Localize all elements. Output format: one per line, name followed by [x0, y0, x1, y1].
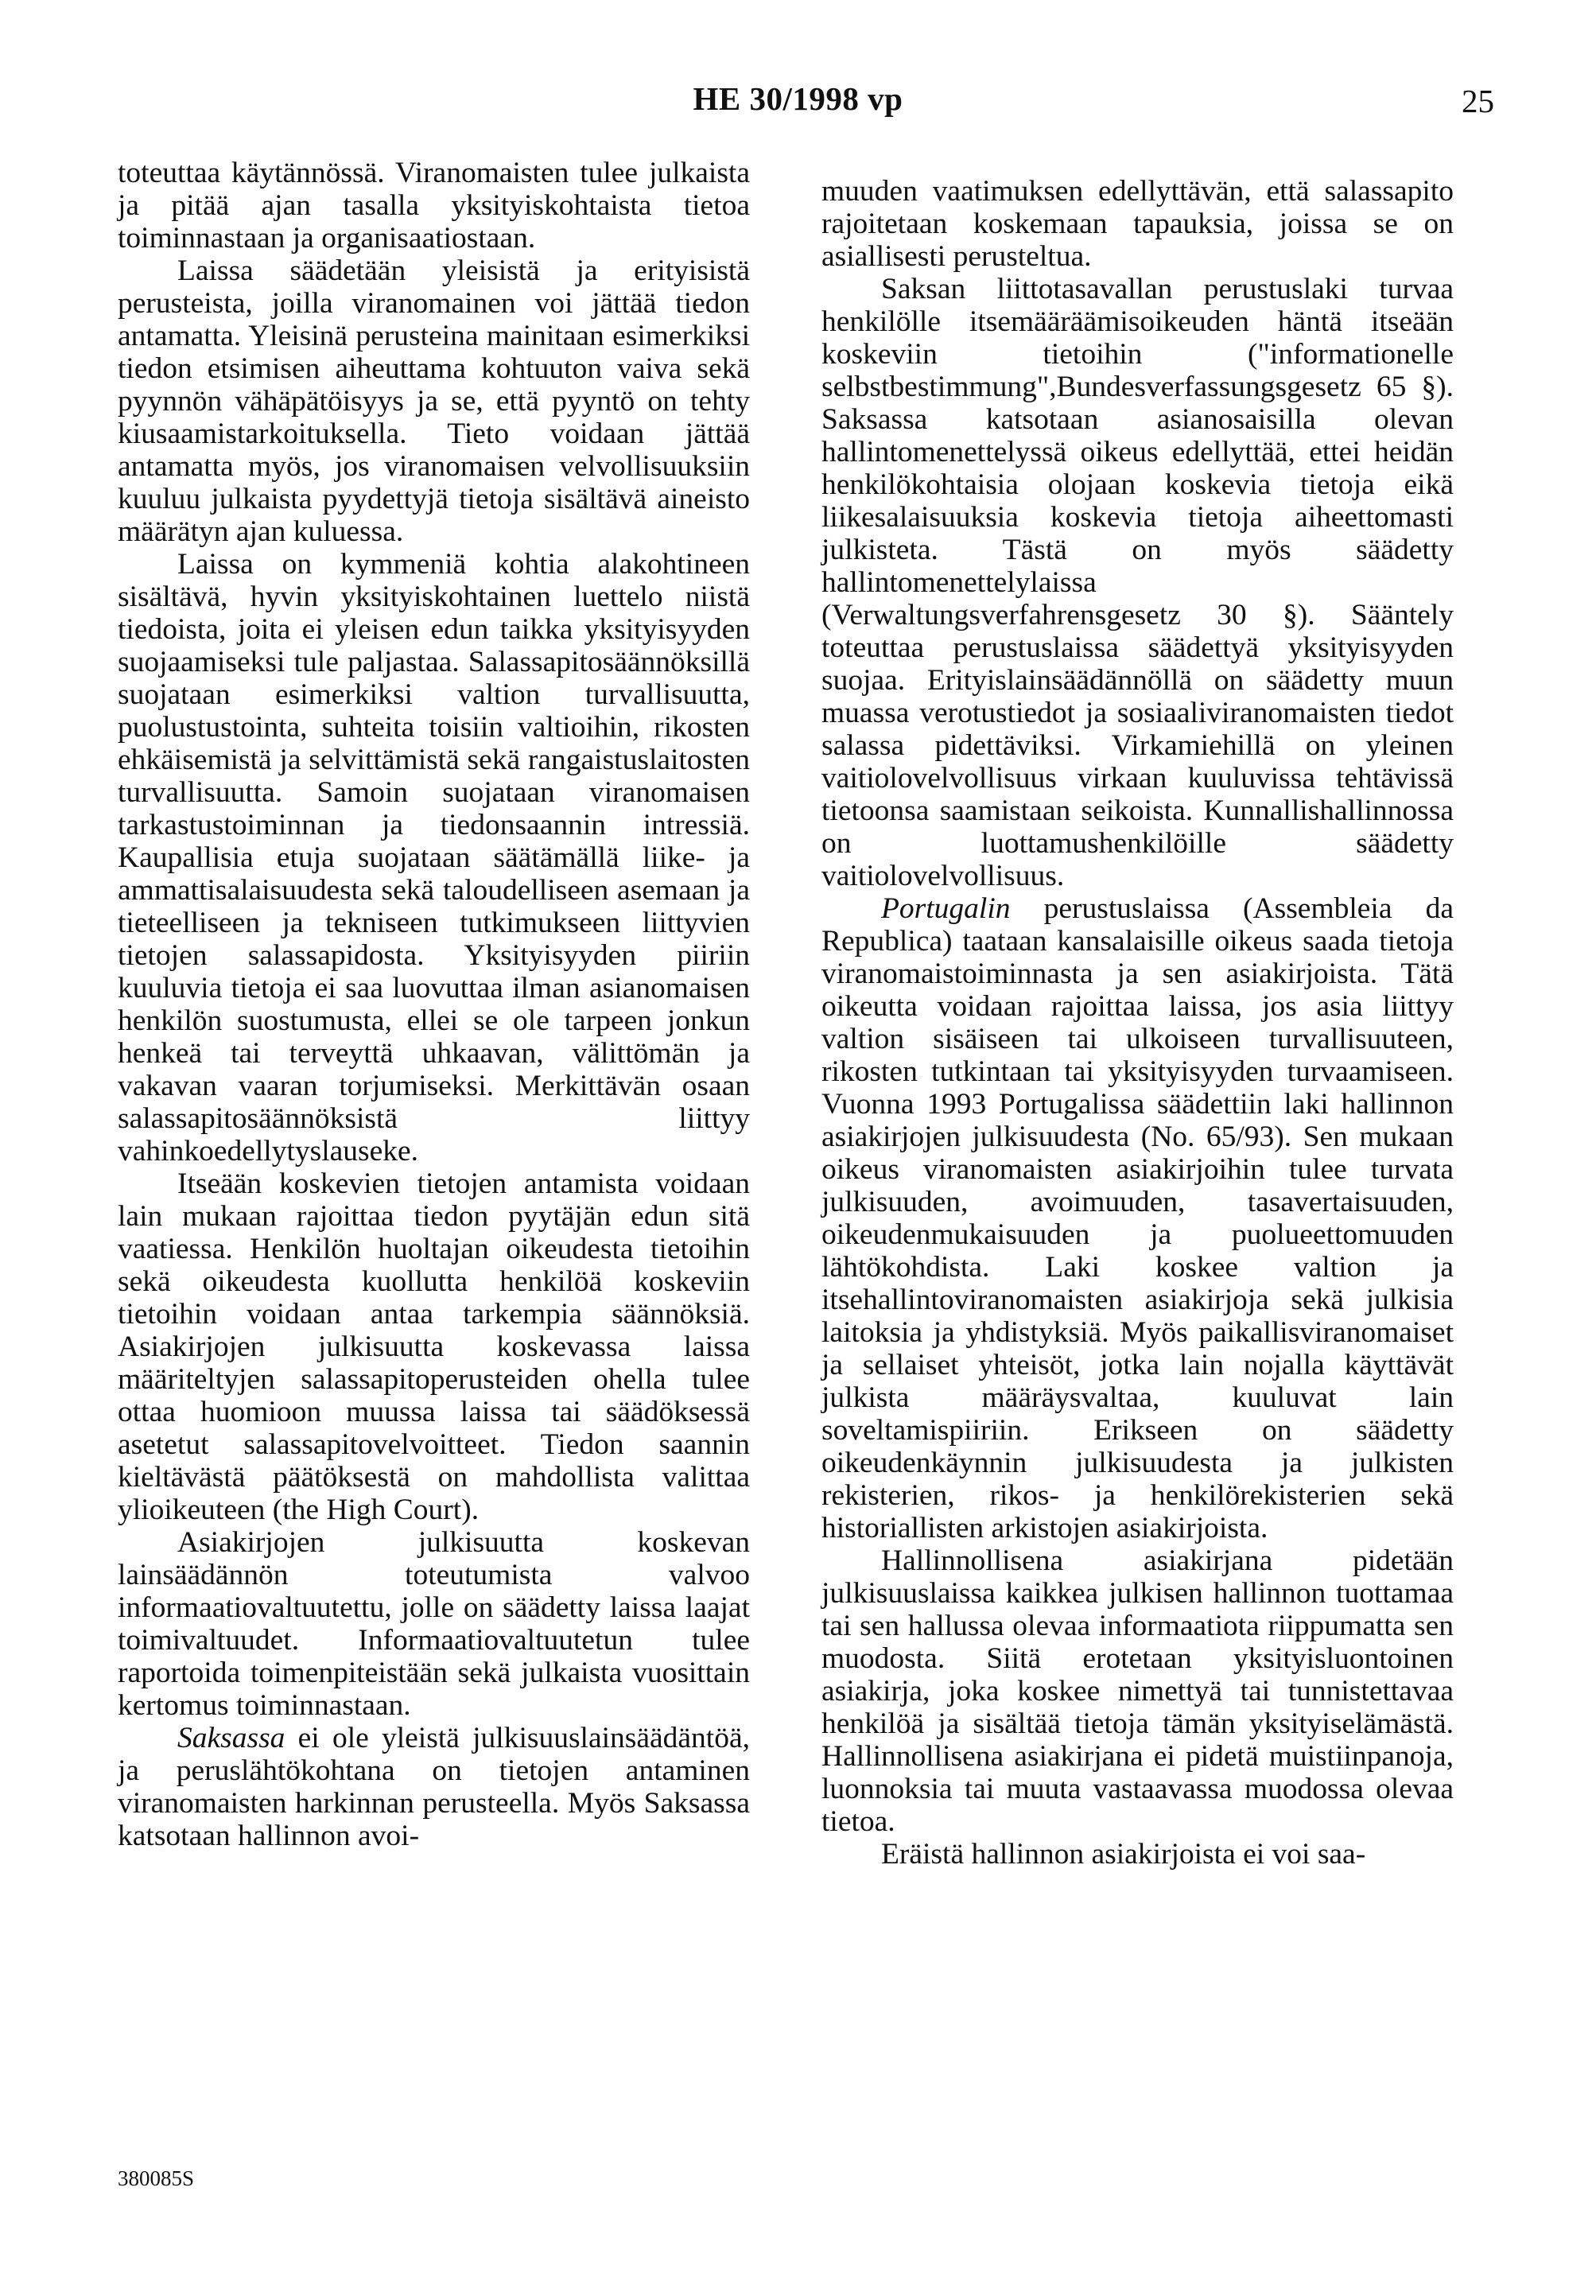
country-name-saksassa: Saksassa: [177, 1722, 285, 1754]
page-number: 25: [1462, 83, 1494, 119]
paragraph: toteuttaa käytännössä. Viranomaisten tulee julkaista ja pitää ajan tasalla yksityiskohtaista tietoa toiminnastaan ja organisaatiostaan.: [118, 157, 750, 254]
right-column: [821, 175, 1454, 1871]
paragraph: Asiakirjojen julkisuutta koskevan lainsäädännön toteutumista valvoo informaatiovaltuutettu, jolle on säädetty laissa laajat toimivaltuudet. Informaatiovaltuutetun tulee raportoida toimenpiteistään sekä julkaista vuosittain kertomus toiminnastaan.: [118, 1526, 750, 1722]
paragraph: [118, 1722, 750, 1852]
paragraph: Hallinnollisena asiakirjana pidetään julkisuuslaissa kaikkea julkisen hallinnon tuottamaa tai sen hallussa olevaa informaatiota riippumatta sen muodosta. Siitä erotetaan yksityisluontoinen asiakirja, joka koskee nimettyä tai tunnistettavaa henkilöä ja sisältää tietoja tämän yksityiselämästä. Hallinnollisena asiakirjana ei pidetä muistiinpanoja, luonnoksia tai muuta vastaavassa muodossa olevaa tietoa.: [821, 1544, 1454, 1838]
page-header-title: HE 30/1998 vp: [693, 80, 903, 117]
paragraph-text: ei ole yleistä julkisuuslainsäädäntöä, ja peruslähtökohtana on tietojen antaminen viranomaisten harkinnan perusteella. Myös Saksassa katsotaan hallinnon avoi-: [118, 1722, 750, 1852]
paragraph: Saksan liittotasavallan perustuslaki turvaa henkilölle itsemääräämisoikeuden häntä itseään koskeviin tietoihin ("informationelle selbstbestimmung",Bundesverfassungsgesetz 65 §). Saksassa katsotaan asianosaisilla olevan hallintomenettelyssä oikeus edellyttää, ettei heidän henkilökohtaisia olojaan koskevia tietoja eikä liikesalaisuuksia koskevia tietoja aiheettomasti julkisteta. Tästä on myös säädetty hallintomenettelylaissa (Verwaltungsverfahrensgesetz 30 §). Sääntely toteuttaa perustuslaissa säädettyä yksityisyyden suojaa. Erityislainsäädännöllä on säädetty muun muassa verotustiedot ja sosiaaliviranomaisten tiedot salassa pidettäviksi. Virkamiehillä on yleinen vaitiolovelvollisuus virkaan kuuluvissa tehtävissä tietoonsa saamistaan seikoista. Kunnallishallinnossa on luottamushenkilöille säädetty vaitiolovelvollisuus.: [821, 273, 1454, 892]
paragraph: [821, 892, 1454, 1544]
paragraph: muuden vaatimuksen edellyttävän, että salassapito rajoitetaan koskemaan tapauksia, joissa se on asiallisesti perusteltua.: [821, 175, 1454, 273]
document-code: 380085S: [118, 2166, 195, 2190]
paragraph: Laissa on kymmeniä kohtia alakohtineen sisältävä, hyvin yksityiskohtainen luettelo niistä tiedoista, joita ei yleisen edun taikka yksityisyyden suojaamiseksi tule paljastaa. Salassapitosäännöksillä suojataan esimerkiksi valtion turvallisuutta, puolustustointa, suhteita toisiin valtioihin, rikosten ehkäisemistä ja selvittämistä sekä rangaistuslaitosten turvallisuutta. Samoin suojataan viranomaisen tarkastustoiminnan ja tiedonsaannin intressiä. Kaupallisia etuja suojataan säätämällä liike- ja ammattisalaisuudesta sekä taloudelliseen asemaan ja tieteelliseen ja tekniseen tutkimukseen liittyvien tietojen salassapidosta. Yksityisyyden piiriin kuuluvia tietoja ei saa luovuttaa ilman asianomaisen henkilön suostumusta, ellei se ole tarpeen jonkun henkeä tai terveyttä uhkaavan, välittömän ja vakavan vaaran torjumiseksi. Merkittävän osaan salassapitosäännöksistä liittyy vahinkoedellytyslauseke.: [118, 548, 750, 1167]
left-column: [118, 157, 750, 1852]
paragraph-text: perustuslaissa (Assembleia da Republica) taataan kansalaisille oikeus saada tietoja viranomaistoiminnasta ja sen asiakirjoista. Tätä oikeutta voidaan rajoittaa laissa, jos asia liittyy valtion sisäiseen tai ulkoiseen turvallisuuteen, rikosten tutkintaan tai yksityisyyden turvaamiseen. Vuonna 1993 Portugalissa säädettiin laki hallinnon asiakirjojen julkisuudesta (No. 65/93). Sen mukaan oikeus viranomaisten asiakirjoihin tulee turvata julkisuuden, avoimuuden, tasavertaisuuden, oikeudenmukaisuuden ja puolueettomuuden lähtökohdista. Laki koskee valtion ja itsehallintoviranomaisten asiakirjoja sekä julkisia laitoksia ja yhdistyksiä. Myös paikallisviranomaiset ja sellaiset yhteisöt, jotka lain nojalla käyttävät julkista määräysvaltaa, kuuluvat lain soveltamispiiriin. Erikseen on säädetty oikeudenkäynnin julkisuudesta ja julkisten rekisterien, rikos- ja henkilörekisterien sekä historiallisten arkistojen asiakirjoista.: [821, 892, 1454, 1544]
paragraph: Itseään koskevien tietojen antamista voidaan lain mukaan rajoittaa tiedon pyytäjän edun sitä vaatiessa. Henkilön huoltajan oikeudesta tietoihin sekä oikeudesta kuollutta henkilöä koskeviin tietoihin voidaan antaa tarkempia säännöksiä. Asiakirjojen julkisuutta koskevassa laissa määriteltyjen salassapitoperusteiden ohella tulee ottaa huomioon muussa laissa tai säädöksessä asetetut salassapitovelvoitteet. Tiedon saannin kieltävästä päätöksestä on mahdollista valittaa ylioikeuteen (the High Court).: [118, 1167, 750, 1526]
paragraph: Laissa säädetään yleisistä ja erityisistä perusteista, joilla viranomainen voi jättää tiedon antamatta. Yleisinä perusteina mainitaan esimerkiksi tiedon etsimisen aiheuttama kohtuuton vaiva sekä pyynnön vähäpätöisyys ja se, että pyyntö on tehty kiusaamistarkoituksella. Tieto voidaan jättää antamatta myös, jos viranomaisen velvollisuuksiin kuuluu julkaista pyydettyjä tietoja sisältävä aineisto määrätyn ajan kuluessa.: [118, 254, 750, 548]
paragraph: Eräistä hallinnon asiakirjoista ei voi saa-: [881, 1838, 1366, 1871]
country-name-portugalin: Portugalin: [881, 892, 1011, 925]
